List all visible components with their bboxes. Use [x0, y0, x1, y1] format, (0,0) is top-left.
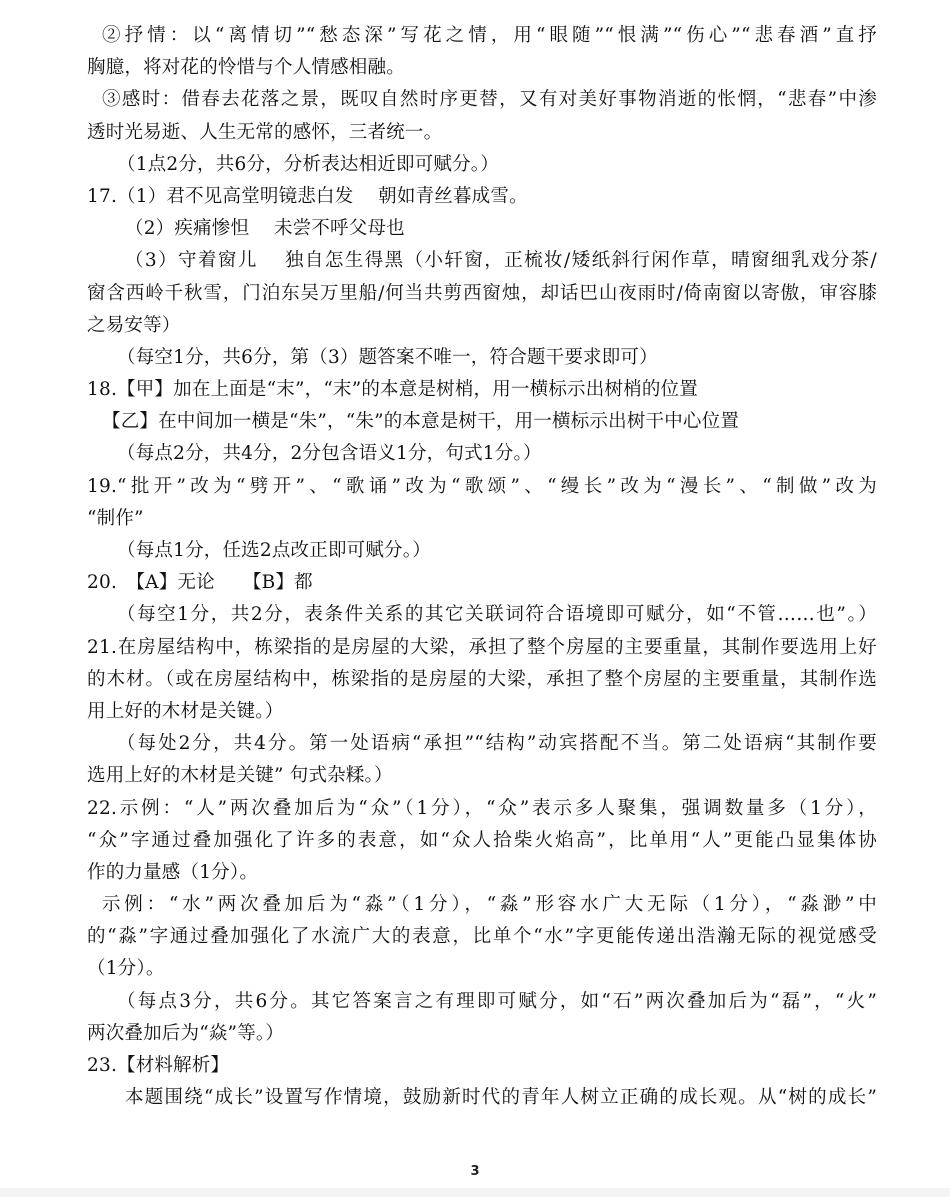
text-line: 用上好的木材是关键。） — [87, 700, 284, 722]
text-line: “制作” — [87, 507, 144, 529]
text-line: （每点2分，共4分，2分包含语义1分，句式1分。） — [117, 443, 542, 465]
text-line: 透时光易逝、人生无常的感怀，三者统一。 — [87, 121, 443, 143]
text-line: “众”字通过叠加强化了许多的表意，如“众人拾柴火焰高”，比单用“人”更能凸显集体协 — [87, 829, 877, 851]
question-22-line: 22.示例：“人”两次叠加后为“众”（1分），“众”表示多人聚集，强调数量多（1分）， — [87, 797, 877, 819]
text-line: （每点3分，共6分。其它答案言之有理即可赋分，如“石”两次叠加后为“磊”，“火” — [117, 990, 877, 1012]
text-line: ③感时：借春去花落之景，既叹自然时序更替，又有对美好事物消逝的怅惘，“悲春”中渗 — [102, 89, 877, 111]
text-line: 示例：“水”两次叠加后为“淼”（1分），“淼”形容水广大无际（1分），“淼渺”中 — [102, 894, 877, 916]
text-line: 【乙】在中间加一横是“朱”，“朱”的本意是树干，用一横标示出树干中心位置 — [102, 411, 740, 433]
text-line: （1点2分，共6分，分析表达相近即可赋分。） — [117, 153, 499, 175]
text-line: 窗含西岭千秋雪，门泊东吴万里船/何当共剪西窗烛，却话巴山夜雨时/倚南窗以寄傲，审容膝 — [87, 282, 877, 304]
text-line: 作的力量感（1分）。 — [87, 861, 259, 883]
text-line: 的“淼”字通过叠加强化了水流广大的表意，比单个“水”字更能传递出浩瀚无际的视觉感受 — [87, 926, 877, 948]
text-line: （每点1分，任选2点改正即可赋分。） — [117, 540, 431, 561]
answer-key-text — [87, 20, 877, 1114]
text-line: 选用上好的木材是关键” 句式杂糅。） — [87, 765, 393, 787]
text-line: 本题围绕“成长”设置写作情境，鼓励新时代的青年人树立正确的成长观。从“树的成长” — [125, 1087, 877, 1109]
question-18-line: 18.【甲】加在上面是“末”，“末”的本意是树梢，用一横标示出树梢的位置 — [87, 379, 698, 401]
question-20-line: 20. 【A】无论 【B】都 — [87, 572, 313, 594]
text-line: 胸臆，将对花的怜惜与个人情感相融。 — [87, 57, 405, 79]
question-21-line: 21.在房屋结构中，栋梁指的是房屋的大梁，承担了整个房屋的主要重量，其制作要选用上好 — [87, 636, 877, 658]
text-line: （2）疾痛惨怛 未尝不呼父母也 — [125, 218, 405, 240]
text-line: （每空1分，共6分，第（3）题答案不唯一，符合题干要求即可） — [117, 346, 658, 368]
text-line: ②抒情：以“离情切”“愁态深”写花之情，用“眼随”“恨满”“伤心”“悲春酒”直抒 — [102, 25, 877, 46]
question-19-line: 19.“批开”改为“劈开”、“歌诵”改为“歌颂”、“缦长”改为“漫长”、“制做”改为 — [87, 475, 877, 497]
text-line: 的木材。（或在房屋结构中，栋梁指的是房屋的大梁，承担了整个房屋的主要重量，其制作选 — [87, 668, 877, 690]
page-bottom-edge — [0, 1188, 950, 1197]
question-17-line: 17.（1）君不见高堂明镜悲白发 朝如青丝暮成雪。 — [87, 185, 528, 207]
page-number: 3 — [470, 1164, 480, 1179]
text-line: （1分）。 — [87, 958, 165, 980]
text-line: 之易安等） — [87, 314, 181, 336]
text-line: （3）守着窗儿 独自怎生得黑（小轩窗，正梳妆/矮纸斜行闲作草，晴窗细乳戏分茶/ — [125, 250, 877, 272]
text-line: （每处2分，共4分。第一处语病“承担”“结构”动宾搭配不当。第二处语病“其制作要 — [117, 733, 877, 755]
question-23-line: 23.【材料解析】 — [87, 1055, 230, 1076]
text-line: 两次叠加后为“焱”等。） — [87, 1022, 285, 1044]
text-line: （每空1分，共2分，表条件关系的其它关联词符合语境即可赋分，如“不管……也”。） — [117, 604, 877, 626]
